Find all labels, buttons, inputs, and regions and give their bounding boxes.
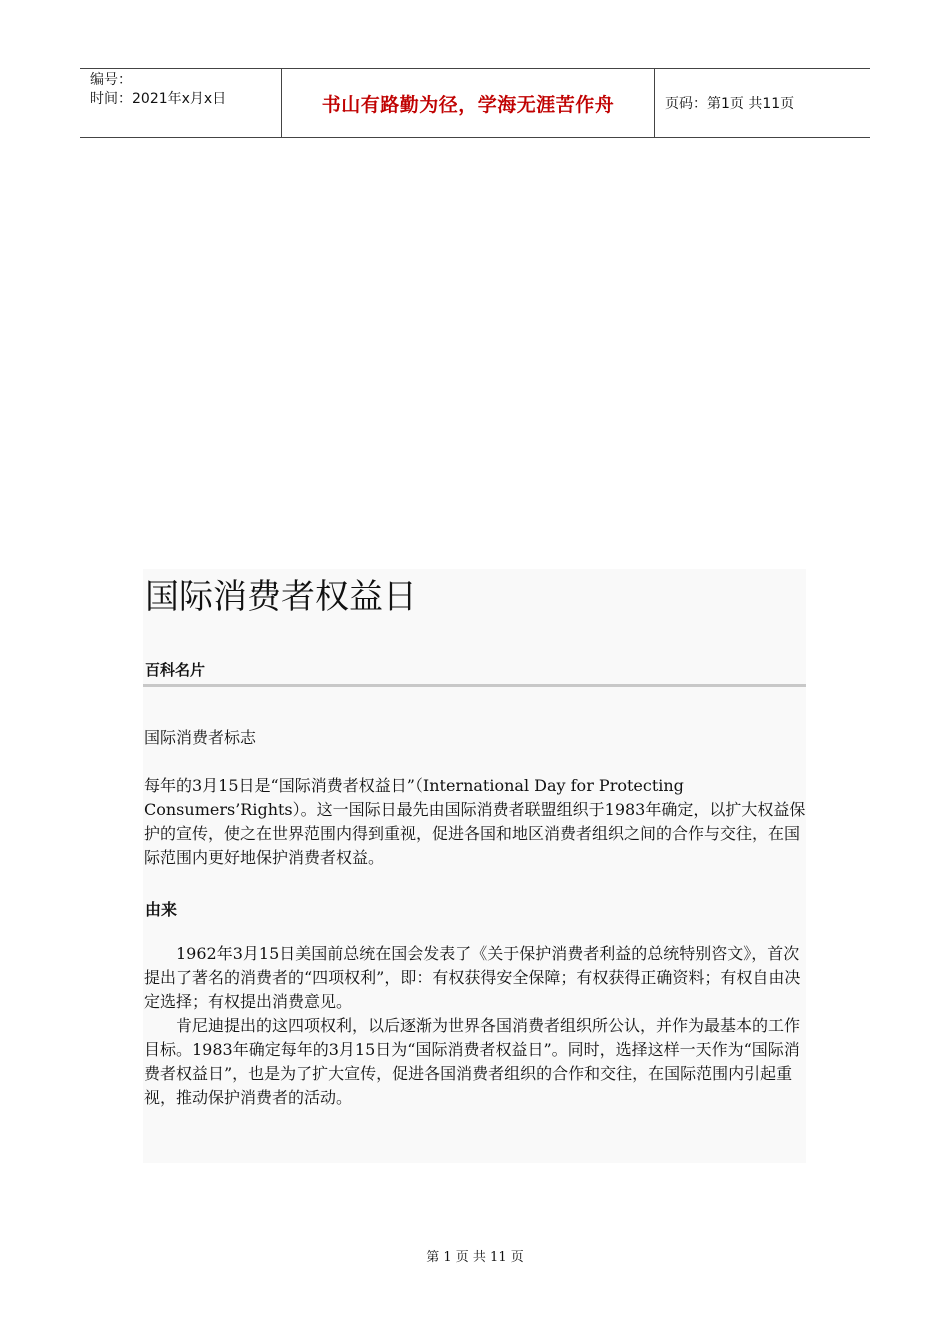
intro-paragraph: 每年的3月15日是“国际消费者权益日”（International Day for Protecting Consumers’Rights）。这一国际日最先由国际消费者联盟组织于1983年确定，以扩大权益保护的宣传，使之在世界范围内得到重视，促进各国和地区消费者组织之间的合作与交往，在国际范围内更好地保护消费者权益。: [144, 776, 806, 867]
header-motto-cell: [282, 69, 655, 137]
page-footer: 第 1 页 共 11 页: [426, 1250, 524, 1265]
origin-paragraph: 1962年3月15日美国前总统在国会发表了《关于保护消费者利益的总统特别咨文》，首次提出了著名的消费者的“四项权利”，即：有权获得安全保障；有权获得正确资料；有权自由决定选择；有权提出消费意见。: [144, 944, 801, 1011]
section-heading: 由来: [145, 900, 178, 919]
header-page-info: 页码：第1页 共11页: [665, 96, 795, 112]
article-title: 国际消费者权益日: [145, 577, 417, 617]
document-date-label: 时间：2021年x月x日: [90, 91, 227, 107]
card-label: 百科名片: [145, 661, 206, 679]
header-motto: 书山有路勤为径，学海无涯苦作舟: [321, 93, 615, 116]
page-header: [80, 68, 870, 138]
header-meta: [80, 69, 282, 137]
origin-paragraph: 肯尼迪提出的这四项权利，以后逐渐为世界各国消费者组织所公认，并作为最基本的工作目标。1983年确定每年的3月15日为“国际消费者权益日”。同时，选择这样一天作为“国际消费者权益日”，也是为了扩大宣传，促进各国消费者组织的合作和交往，在国际范围内引起重视，推动保护消费者的活动。: [144, 1016, 801, 1107]
document-number-label: 编号：: [90, 72, 132, 88]
origin-section: [144, 942, 806, 1110]
logo-caption: 国际消费者标志: [144, 728, 257, 747]
title-divider: [143, 684, 806, 687]
article-box: [143, 569, 806, 1163]
